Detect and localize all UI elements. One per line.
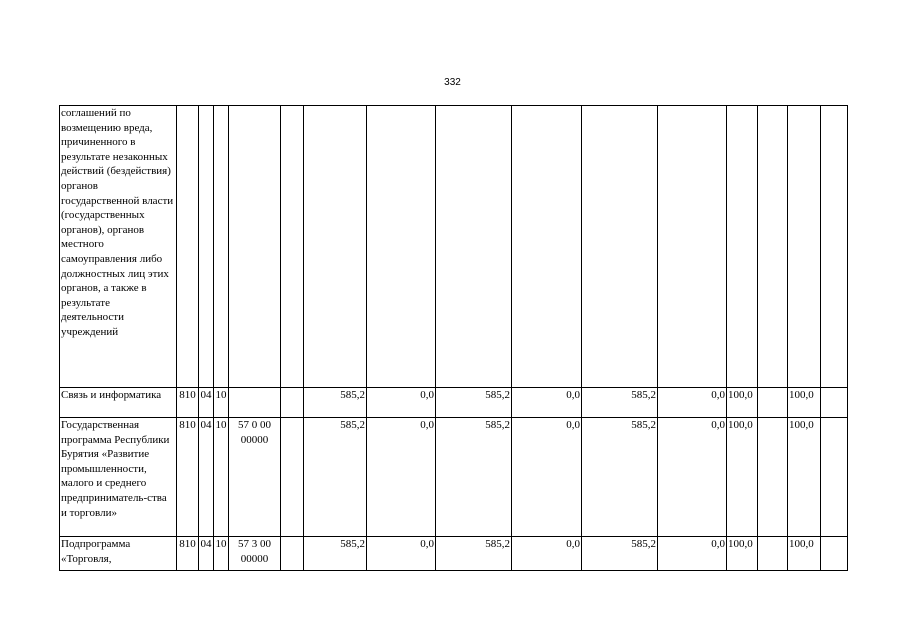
percent-cell — [821, 388, 848, 418]
grbs-code-cell: 810 — [177, 418, 199, 537]
value-cell: 585,2 — [436, 537, 512, 571]
grbs-code-cell — [177, 106, 199, 388]
value-cell: 0,0 — [512, 388, 582, 418]
target-article-cell: 57 3 00 00000 — [229, 537, 281, 571]
expense-type-cell — [281, 537, 304, 571]
percent-cell — [821, 537, 848, 571]
expense-type-cell — [281, 106, 304, 388]
subsection-code-cell: 10 — [214, 537, 229, 571]
expense-type-cell — [281, 418, 304, 537]
percent-cell: 100,0 — [727, 388, 758, 418]
row-name-cell: Государственная программа Республики Бурятия «Развитие промышленности, малого и среднего предприниматель-ства и торговли» — [60, 418, 177, 537]
value-cell: 0,0 — [512, 418, 582, 537]
grbs-code-cell: 810 — [177, 388, 199, 418]
subsection-code-cell: 10 — [214, 388, 229, 418]
percent-cell: 100,0 — [727, 537, 758, 571]
value-cell: 585,2 — [436, 418, 512, 537]
value-cell — [367, 106, 436, 388]
percent-cell: 100,0 — [788, 418, 821, 537]
percent-cell: 100,0 — [788, 537, 821, 571]
section-code-cell: 04 — [199, 388, 214, 418]
section-code-cell: 04 — [199, 418, 214, 537]
percent-cell — [788, 106, 821, 388]
value-cell — [582, 106, 658, 388]
value-cell — [436, 106, 512, 388]
value-cell — [512, 106, 582, 388]
value-cell: 0,0 — [367, 418, 436, 537]
value-cell: 0,0 — [658, 418, 727, 537]
percent-cell — [821, 418, 848, 537]
value-cell: 0,0 — [658, 388, 727, 418]
value-cell: 585,2 — [582, 388, 658, 418]
value-cell — [304, 106, 367, 388]
expense-type-cell — [281, 388, 304, 418]
budget-table — [59, 105, 848, 571]
value-cell: 585,2 — [582, 418, 658, 537]
target-article-cell: 57 0 00 00000 — [229, 418, 281, 537]
target-article-cell — [229, 388, 281, 418]
row-name-cell: соглашений по возмещению вреда, причиненного в результате незаконных действий (бездействия) органов государственной власти (государственных органов), органов местного самоуправления либо должностных лиц этих органов, а также в результате деятельности учреждений — [60, 106, 177, 388]
grbs-code-cell: 810 — [177, 537, 199, 571]
percent-cell: 100,0 — [727, 418, 758, 537]
table-row — [60, 537, 848, 571]
value-cell: 0,0 — [512, 537, 582, 571]
value-cell: 585,2 — [304, 418, 367, 537]
value-cell: 585,2 — [436, 388, 512, 418]
table-row — [60, 418, 848, 537]
percent-cell — [758, 418, 788, 537]
percent-cell — [727, 106, 758, 388]
percent-cell — [758, 388, 788, 418]
percent-cell — [758, 537, 788, 571]
value-cell: 0,0 — [367, 537, 436, 571]
section-code-cell: 04 — [199, 537, 214, 571]
percent-cell — [758, 106, 788, 388]
value-cell: 0,0 — [658, 537, 727, 571]
value-cell: 585,2 — [582, 537, 658, 571]
percent-cell: 100,0 — [788, 388, 821, 418]
row-name-cell: Подпрограмма «Торговля, — [60, 537, 177, 571]
value-cell: 0,0 — [367, 388, 436, 418]
section-code-cell — [199, 106, 214, 388]
value-cell — [658, 106, 727, 388]
value-cell: 585,2 — [304, 388, 367, 418]
table-row — [60, 106, 848, 388]
percent-cell — [821, 106, 848, 388]
row-name-cell: Связь и информатика — [60, 388, 177, 418]
page-number: 332 — [444, 77, 461, 88]
target-article-cell — [229, 106, 281, 388]
subsection-code-cell: 10 — [214, 418, 229, 537]
table-row — [60, 388, 848, 418]
subsection-code-cell — [214, 106, 229, 388]
value-cell: 585,2 — [304, 537, 367, 571]
